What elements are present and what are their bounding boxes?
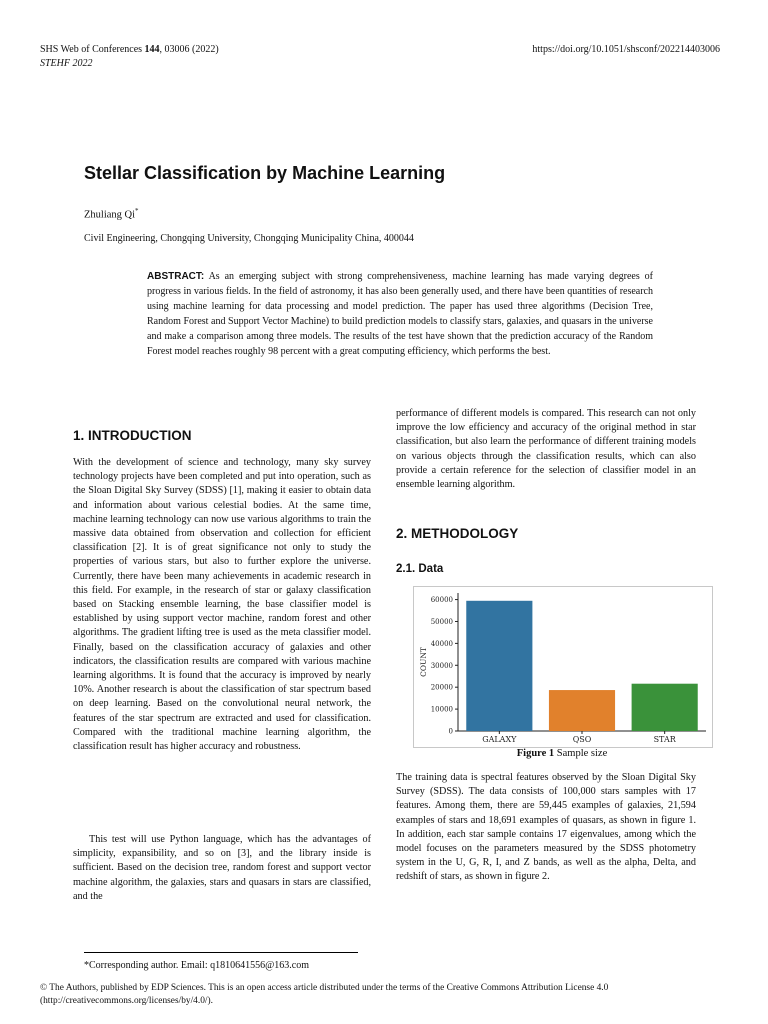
y-tick-label: 0 (448, 727, 453, 736)
y-tick-label: 60000 (430, 596, 453, 605)
x-tick-label-galaxy: GALAXY (482, 735, 517, 744)
figure-1-frame (413, 586, 713, 748)
bar-galaxy (466, 601, 532, 731)
author-line (84, 207, 139, 221)
footnote-divider (84, 952, 358, 953)
y-axis-label: COUNT (419, 647, 428, 677)
x-tick-label-star: STAR (653, 735, 676, 744)
abstract-text: As an emerging subject with strong comprehensiveness, machine learning has made varying degrees of progress in various fields. In the field of astronomy, it has also been generally used, and there have been quantities of research using machine learning for data processing and model prediction. The paper has used three algorithms (Decision Tree, Random Forest and Support Vector Machine) to build prediction models to classify stars, galaxies, and quasars in the universe and make a comparison among three models. The results of the test have shown that the prediction accuracy of the Random Forest model reaches roughly 98 percent with a great computing efficiency, which performs the best. (147, 271, 653, 357)
data-paragraph-1: The training data is spectral features observed by the Sloan Digital Sky Survey (SDSS). The data consists of 100,000 stars samples with 17 features. Among them, there are 59,445 examples of galaxies, 21,594 examples of stars and 18,691 examples of quasars, as shown in figure 1. In addition, each star sample contains 17 eigenvalues, among which the model focuses on the parameters measured by the SDSS photometry system in the U, G, R, I, and Z bands, as well as the alpha, Delta, and redshift of stars, as shown in figure 2. (396, 772, 696, 883)
subsection-heading-data: 2.1. Data (396, 563, 444, 575)
intro-paragraph-2: This test will use Python language, which has the advantages of simplicity, expansibility, and so on [3], and the library inside is sufficient. Based on the decision tree, random forest and support vector machine algorithm, the galaxies, stars and quasars in stars are classified, and the (73, 834, 371, 902)
section-heading-methodology: 2. METHODOLOGY (396, 526, 519, 541)
abstract-label: ABSTRACT: (147, 271, 205, 282)
y-tick-label: 20000 (430, 683, 453, 692)
author-mark: * (135, 207, 139, 215)
figure-1-label: Figure 1 (516, 748, 555, 759)
bar-star (632, 684, 698, 731)
x-tick-label-qso: QSO (572, 735, 592, 744)
author-name: Zhuliang Qi (84, 209, 136, 221)
doi-link[interactable]: https://doi.org/10.1051/shsconf/202214403006 (532, 44, 720, 55)
y-tick-label: 50000 (430, 617, 453, 626)
figure-1-caption (413, 748, 711, 759)
paper-title: Stellar Classification by Machine Learning (84, 163, 446, 183)
y-tick-label: 10000 (430, 705, 453, 714)
corresponding-author-footnote: *Corresponding author. Email: q1810641556@163.com (84, 960, 310, 971)
journal-volume: 144 (144, 44, 160, 55)
figure-1-caption-text: Sample size (554, 748, 608, 759)
y-tick-label: 30000 (430, 661, 453, 670)
intro-paragraph-3: performance of different models is compared. This research can not only improve the low efficiency and accuracy of the original method in star classification, but also learn the performance of different training models on various objects through the classification results, which can also provide a certain reference for the selection of classifier model in an ensemble learning algorithm. (396, 408, 696, 491)
affiliation: Civil Engineering, Chongqing University, Chongqing Municipality China, 400044 (84, 233, 414, 244)
journal-prefix: SHS Web of Conferences (40, 44, 145, 55)
license-notice: © The Authors, published by EDP Sciences. This is an open access article distributed under the terms of the Creative Commons Attribution License 4.0 (http://creativecommons.org/licenses/by/4.0/). (40, 983, 609, 1006)
intro-paragraph-1: With the development of science and technology, many sky survey technology projects have been completed and put into operation, such as the Sloan Digital Sky Survey (SDSS) [1], making it easier to obtain data and information about various celestial bodies. At the same time, machine learning technology can now use various algorithms to train the massive data obtained from observation and collection for efficient classification [2]. It is of great significance not only to study the properties of various stars, but also to further explore the universe. Currently, there have been many achievements in academic research in this field. For example, in the research of star or galaxy classification based on Stacking ensemble learning, the base classifier model is established by using support vector machine, random forest and other algorithms. The gradient lifting tree is used as the meta classifier model. Finally, based on the classification accuracy of galaxies and other indicators, the classification results are compared with various machine learning algorithms. It is found that the accuracy is improved by nearly 10%. Another research is about the classification of star spectrum based on deep learning. Based on the convolutional neural network, the features of the star spectrum are extracted and used for classification. Compared with the traditional machine learning algorithm, the classification result has higher accuracy and robustness. (73, 457, 371, 753)
journal-line (40, 43, 219, 56)
y-tick-label: 40000 (430, 639, 453, 648)
sample-size-bar-chart (414, 587, 712, 747)
conference-name: STEHF 2022 (40, 58, 93, 69)
abstract (147, 269, 653, 359)
bar-qso (549, 690, 615, 731)
article-year: , 03006 (2022) (159, 44, 219, 55)
section-heading-introduction: 1. INTRODUCTION (73, 428, 192, 443)
